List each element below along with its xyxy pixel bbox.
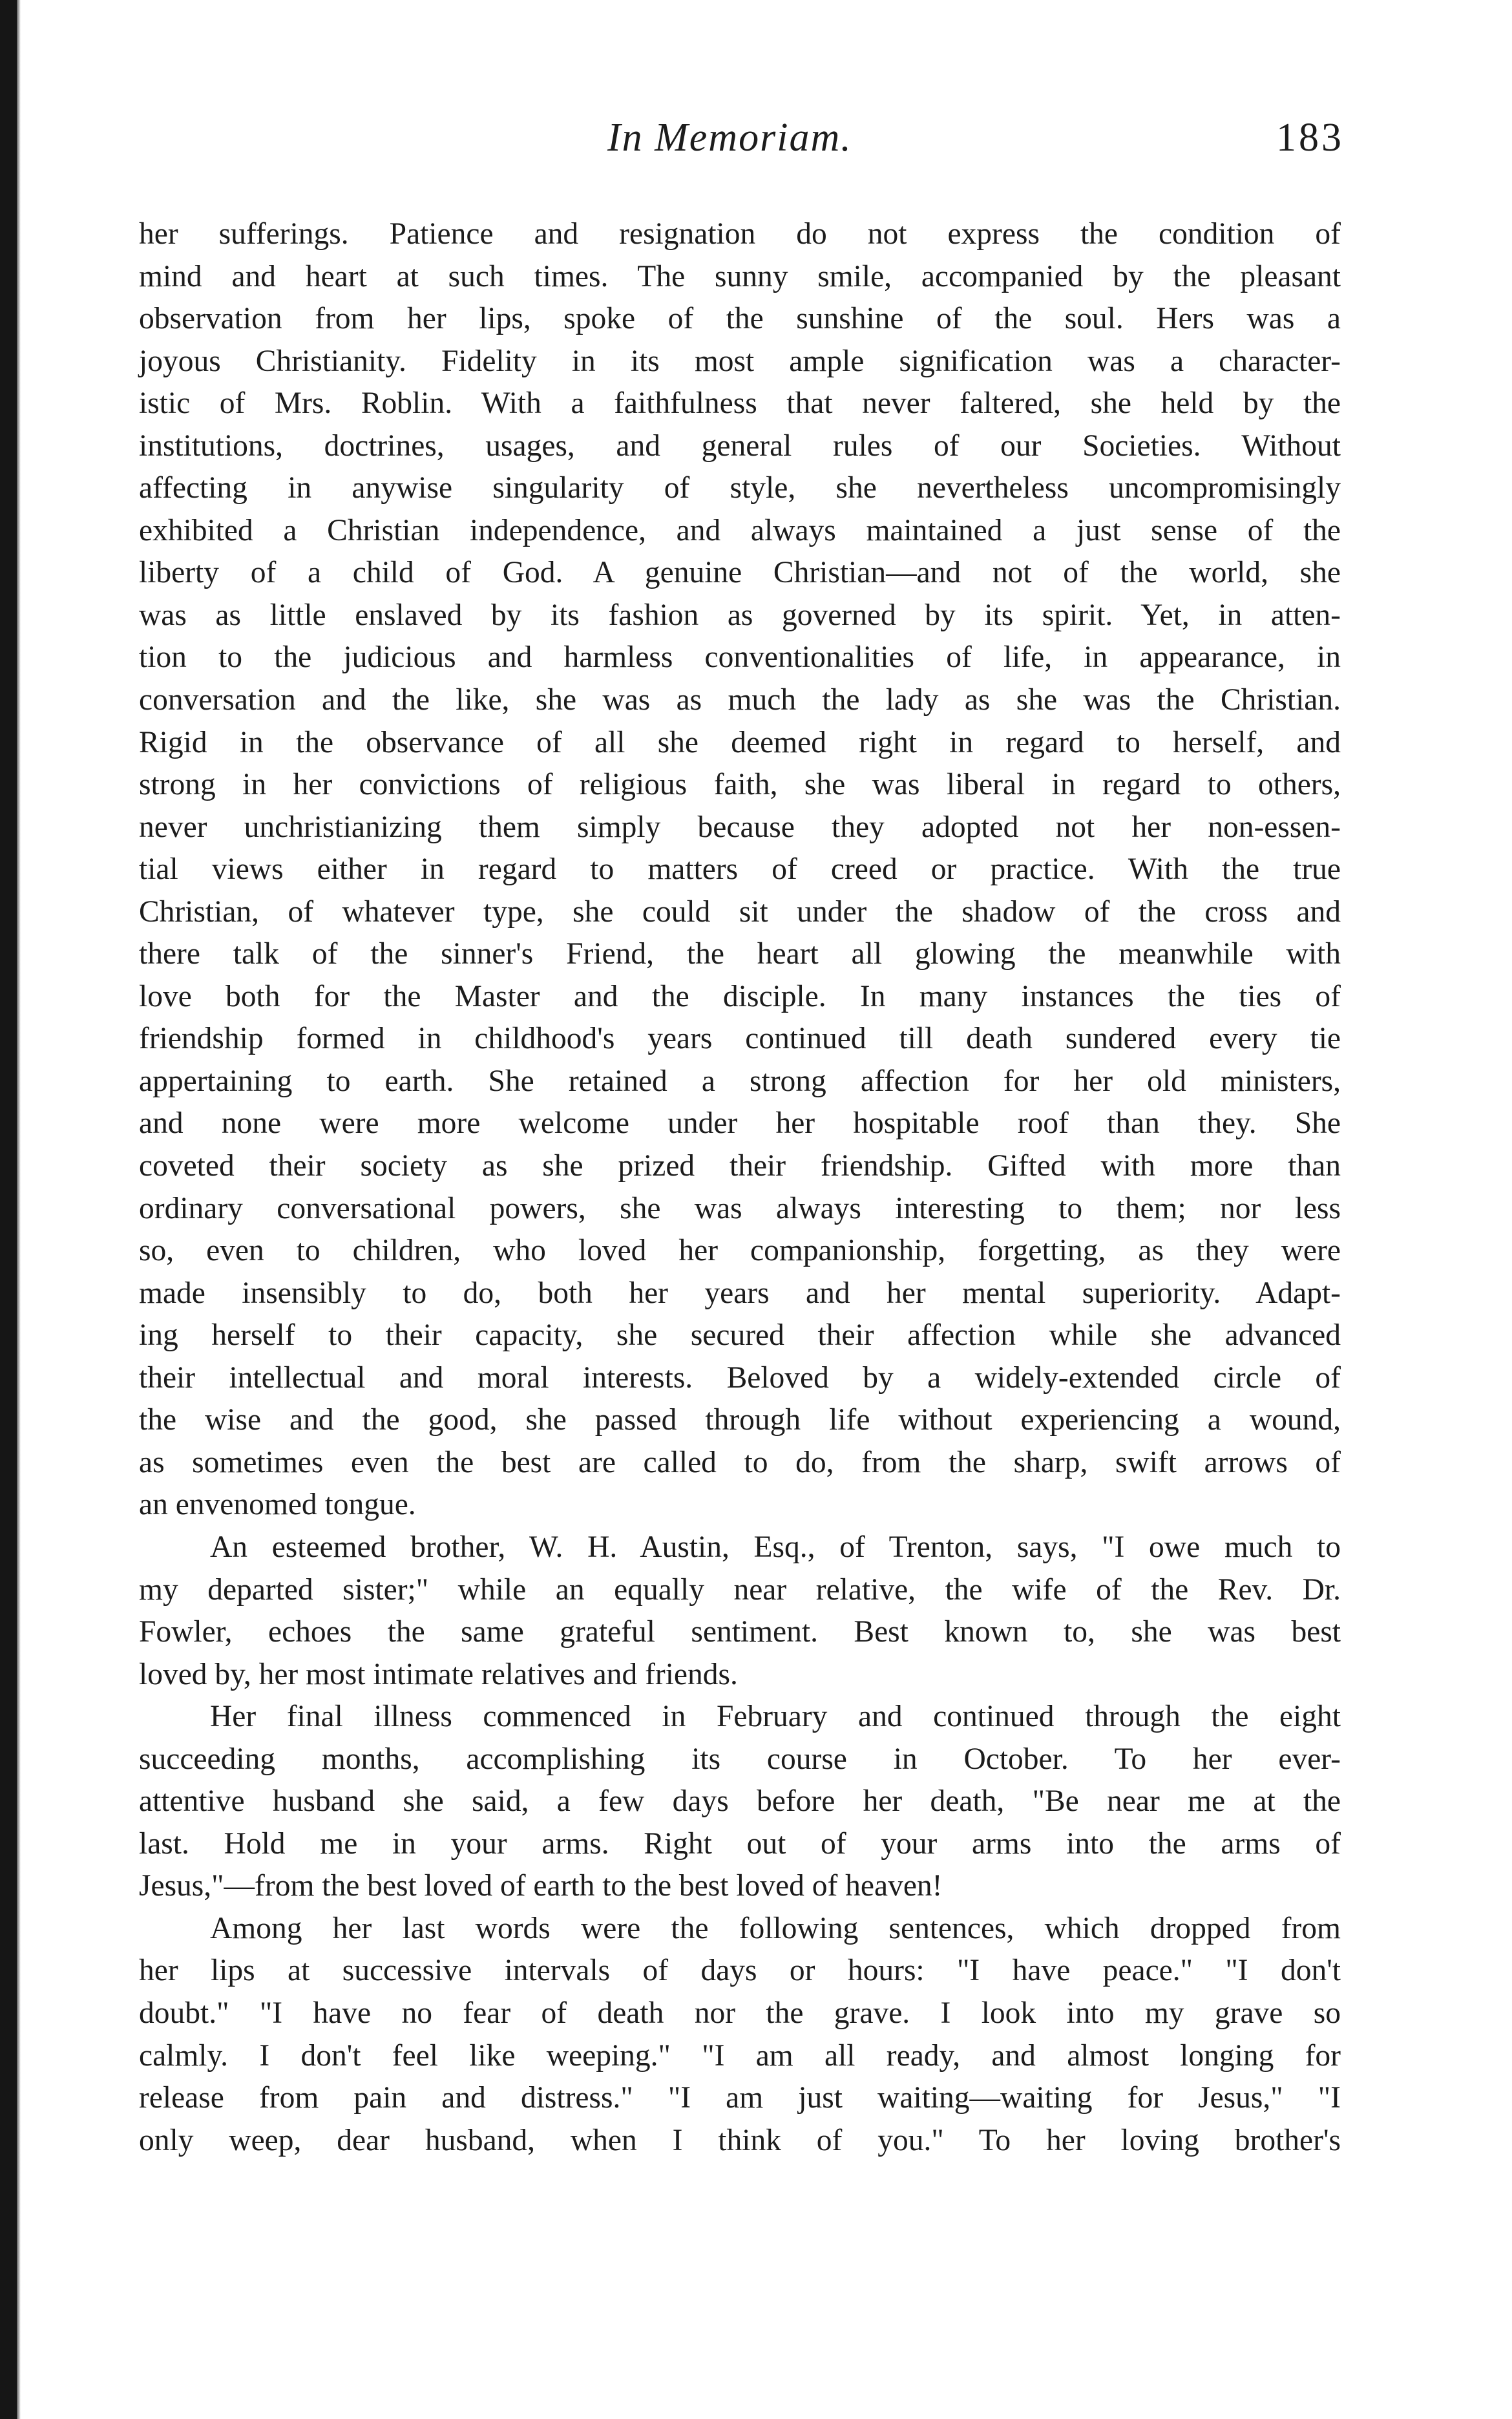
text-line: coveted their society as she prized their friendship. Gifted with more than [139,1149,1341,1183]
text-line: attentive husband she said, a few days before her death, "Be near me at the [139,1784,1341,1819]
text-line: friendship formed in childhood's years continued till death sundered every tie [139,1022,1341,1056]
text-line: never unchristianizing them simply because they adopted not her non-essen- [139,810,1341,844]
text-line: doubt." "I have no fear of death nor the grave. I look into my grave so [139,1996,1341,2030]
running-title: In Memoriam. [607,116,852,160]
text-line: my departed sister;" while an equally near relative, the wife of the Rev. Dr. [139,1572,1341,1607]
text-line: release from pain and distress." "I am just waiting—waiting for Jesus," "I [139,2081,1341,2115]
text-line: Her final illness commenced in February and continued through the eight [210,1700,1341,1734]
text-line: their intellectual and moral interests. Beloved by a widely-extended circle of [139,1360,1341,1395]
text-line: observation from her lips, spoke of the sunshine of the soul. Hers was a [139,302,1341,336]
text-line: ordinary conversational powers, she was always interesting to them; nor less [139,1191,1341,1225]
text-line: Rigid in the observance of all she deemed right in regard to herself, and [139,725,1341,759]
text-line: her sufferings. Patience and resignation do not express the condition of [139,217,1341,251]
text-line: conversation and the like, she was as much the lady as she was the Christian. [139,683,1341,717]
text-line: tial views either in regard to matters of creed or practice. With the true [139,852,1341,887]
text-line: institutions, doctrines, usages, and general rules of our Societies. Without [139,428,1341,463]
text-line: Fowler, echoes the same grateful sentiment. Best known to, she was best [139,1615,1341,1649]
text-line: Jesus,"—from the best loved of earth to the best loved of heaven! [139,1869,943,1903]
text-line: joyous Christianity. Fidelity in its most ample signification was a character- [139,344,1341,378]
body-text [139,213,1341,2162]
text-line: loved by, her most intimate relatives and friends. [139,1657,738,1691]
text-line: there talk of the sinner's Friend, the heart all glowing the meanwhile with [139,937,1341,971]
text-line: last. Hold me in your arms. Right out of your arms into the arms of [139,1826,1341,1861]
text-line: exhibited a Christian independence, and always maintained a just sense of the [139,513,1341,547]
text-line: An esteemed brother, W. H. Austin, Esq., of Trenton, says, "I owe much to [210,1530,1341,1564]
text-line: and none were more welcome under her hospitable roof than they. She [139,1106,1341,1141]
text-line: succeeding months, accomplishing its course in October. To her ever- [139,1742,1341,1776]
text-line: ing herself to their capacity, she secured their affection while she advanced [139,1318,1341,1353]
text-line: Christian, of whatever type, she could sit under the shadow of the cross and [139,894,1341,929]
text-line: liberty of a child of God. A genuine Christian—and not of the world, she [139,556,1341,590]
text-line: made insensibly to do, both her years and her mental superiority. Adapt- [139,1276,1341,1310]
page-number: 183 [1276,116,1344,160]
text-line: was as little enslaved by its fashion as governed by its spirit. Yet, in atten- [139,598,1341,632]
text-line: her lips at successive intervals of days or hours: "I have peace." "I don't [139,1954,1341,1988]
text-line: calmly. I don't feel like weeping." "I am all ready, and almost longing for [139,2038,1341,2073]
text-line: love both for the Master and the disciple. In many instances the ties of [139,979,1341,1013]
book-gutter-edge [17,0,21,2419]
text-line: mind and heart at such times. The sunny smile, accompanied by the pleasant [139,259,1341,293]
text-line: only weep, dear husband, when I think of you." To her loving brother's [139,2123,1341,2157]
text-line: the wise and the good, she passed through life without experiencing a wound, [139,1403,1341,1437]
text-line: istic of Mrs. Roblin. With a faithfulness that never faltered, she held by the [139,386,1341,421]
text-line: tion to the judicious and harmless conventionalities of life, in appearance, in [139,640,1341,675]
text-line: appertaining to earth. She retained a strong affection for her old ministers, [139,1064,1341,1098]
page-header [0,115,1512,180]
text-line: as sometimes even the best are called to do, from the sharp, swift arrows of [139,1445,1341,1479]
text-line: strong in her convictions of religious faith, she was liberal in regard to others, [139,768,1341,802]
text-line: so, even to children, who loved her companionship, forgetting, as they were [139,1234,1341,1268]
text-line: Among her last words were the following sentences, which dropped from [210,1911,1341,1945]
text-line: an envenomed tongue. [139,1488,416,1522]
text-line: affecting in anywise singularity of style, she nevertheless uncompromisingly [139,471,1341,505]
book-spine-shadow [0,0,17,2419]
